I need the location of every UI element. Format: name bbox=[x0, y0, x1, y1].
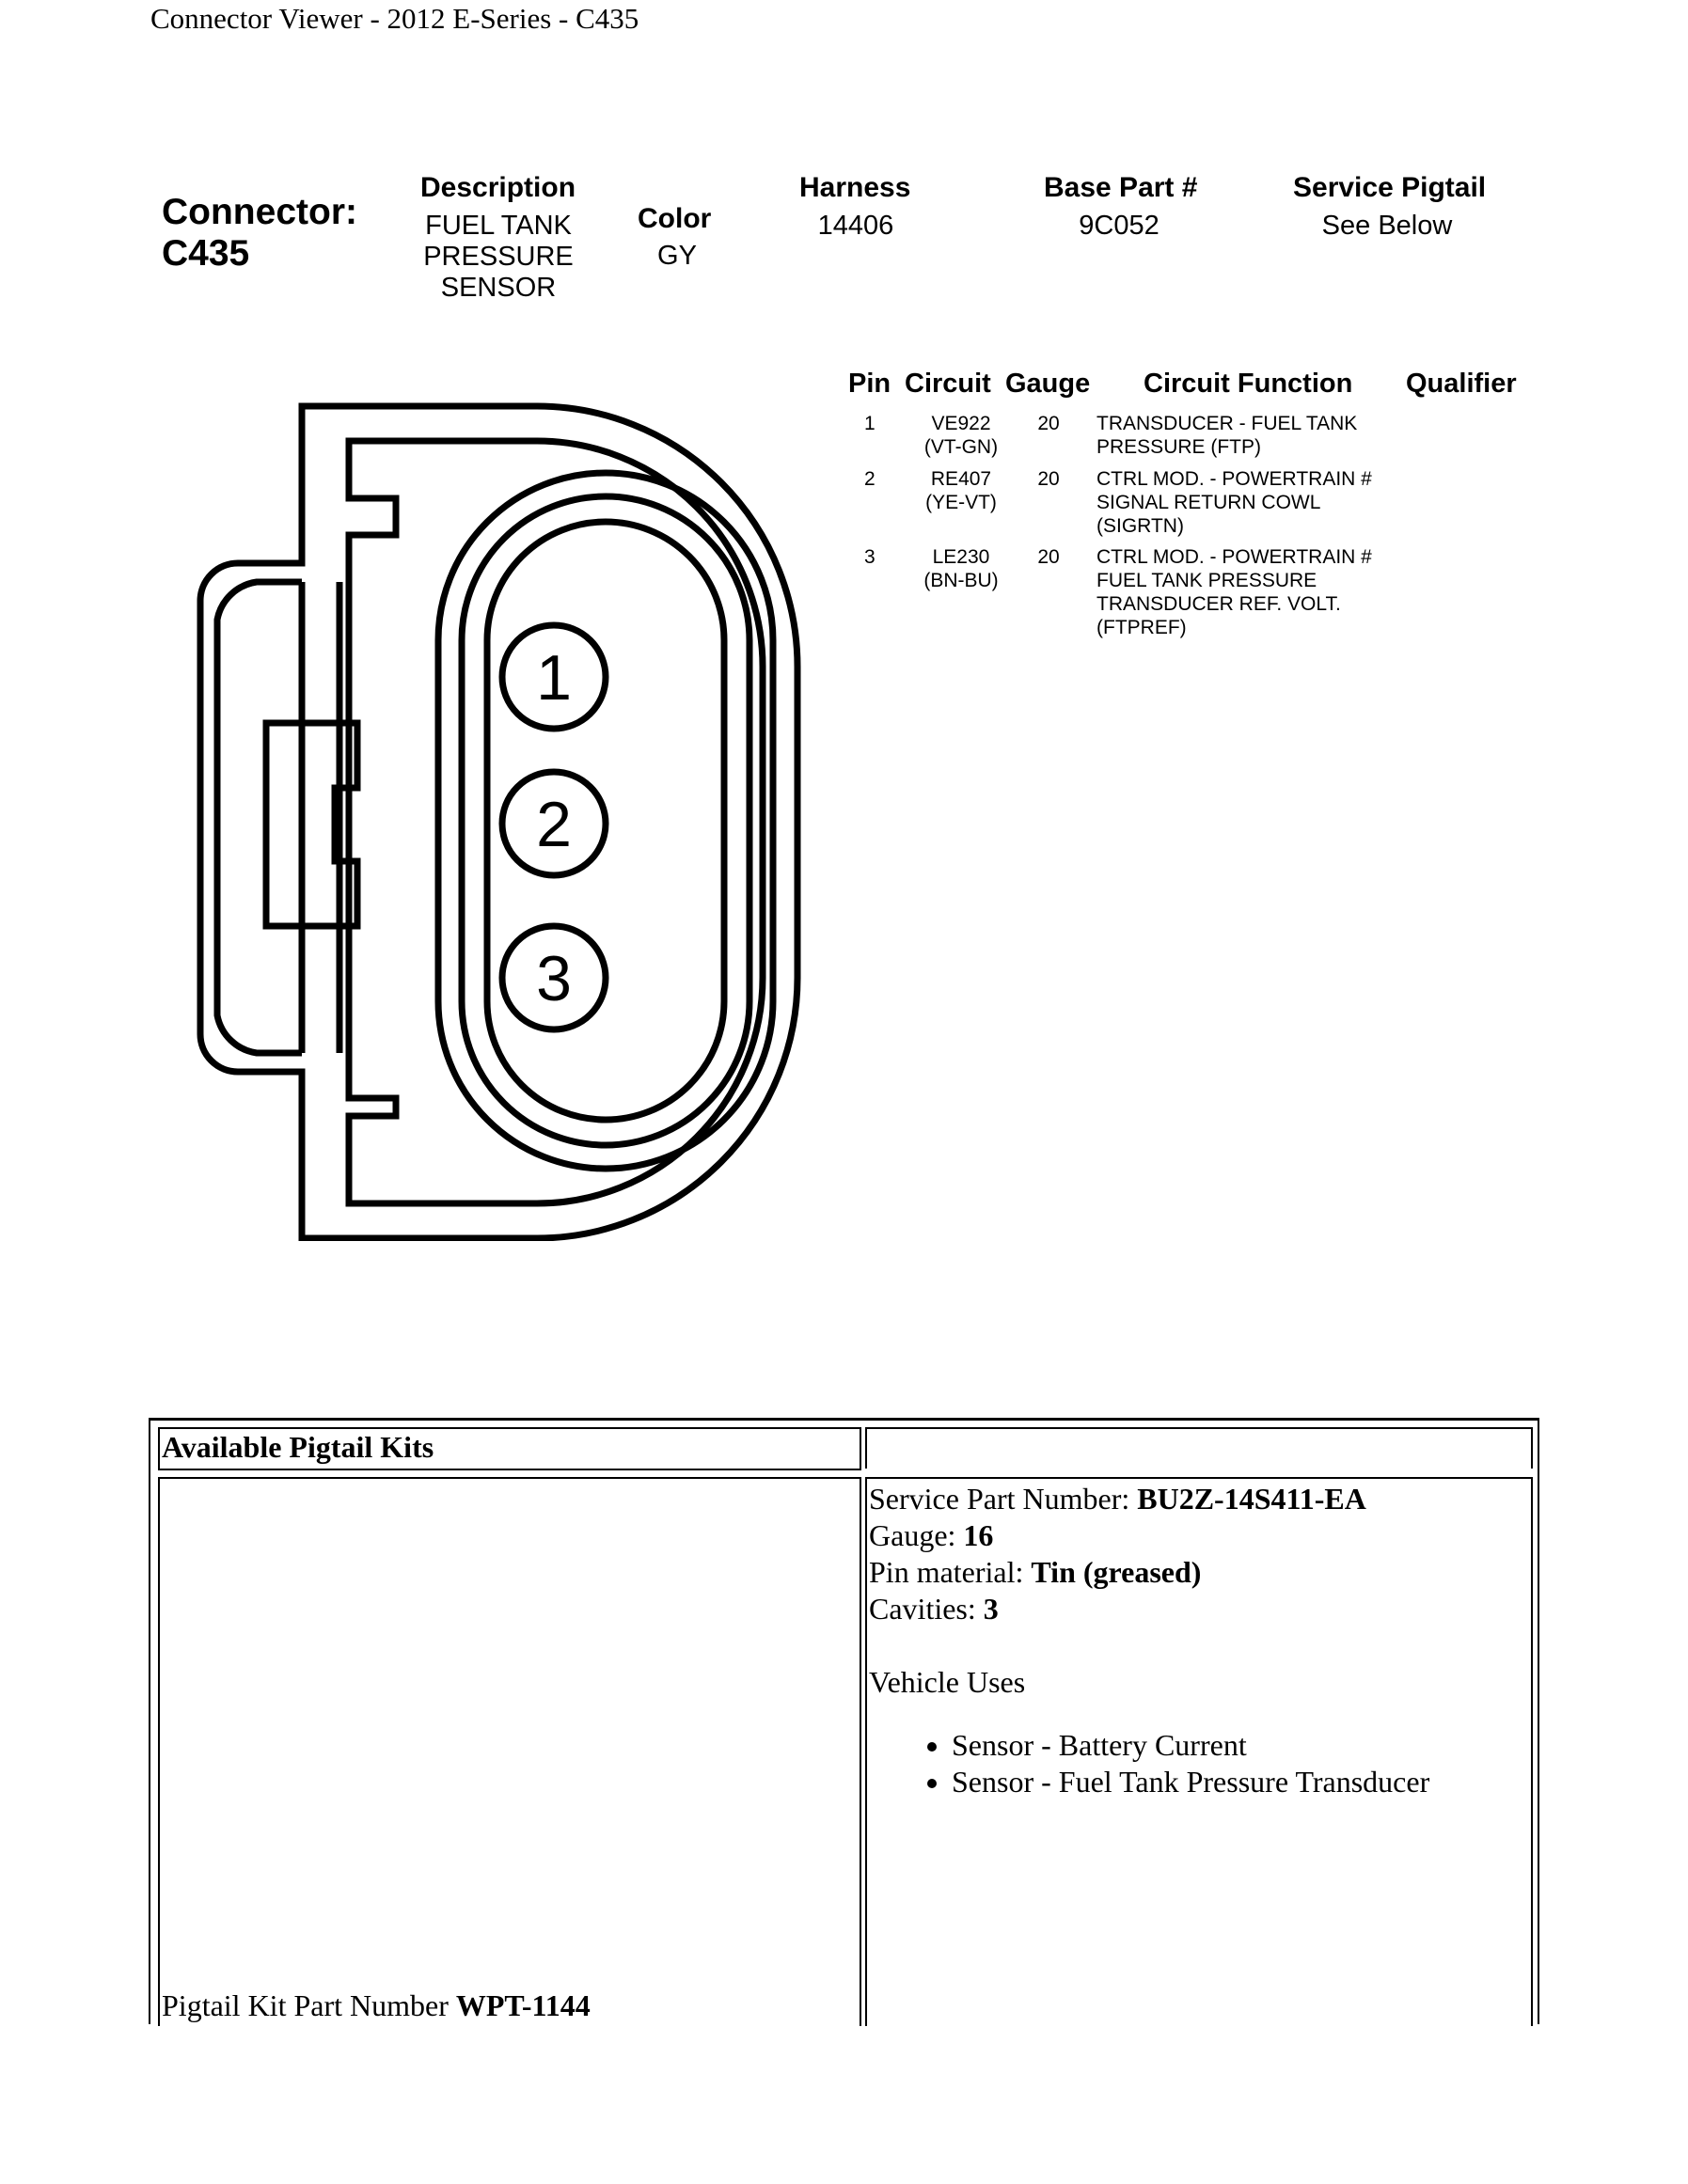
description-header: Description bbox=[420, 172, 576, 203]
cavities-count bbox=[869, 1591, 1527, 1627]
pin-number: 2 bbox=[864, 468, 876, 490]
pin-material-label: Pin material: bbox=[869, 1555, 1024, 1589]
function-column-header: Circuit Function bbox=[1144, 369, 1353, 399]
connector-label bbox=[162, 192, 357, 275]
pigtail-kit-part-value: WPT-1144 bbox=[455, 1988, 591, 2022]
circuit-code: VE922 (VT-GN) bbox=[923, 413, 999, 458]
vehicle-use-item: • Sensor - Battery Current bbox=[952, 1727, 1527, 1764]
harness-value: 14406 bbox=[817, 211, 894, 241]
connector-face-diagram bbox=[188, 395, 809, 1241]
qualifier-column-header: Qualifier bbox=[1406, 369, 1517, 399]
pin-column-header: Pin bbox=[848, 369, 891, 399]
service-part-label: Service Part Number: bbox=[869, 1482, 1130, 1516]
wire-gauge: 20 bbox=[1037, 413, 1060, 434]
base-part-value: 9C052 bbox=[1079, 211, 1160, 241]
pin-number: 3 bbox=[864, 546, 876, 568]
base-part-header: Base Part # bbox=[1044, 172, 1198, 203]
service-pigtail-header: Service Pigtail bbox=[1293, 172, 1487, 203]
latch-outline bbox=[217, 582, 302, 1053]
pin-material-value: Tin (greased) bbox=[1031, 1555, 1202, 1589]
pigtail-kits-header: Available Pigtail Kits bbox=[162, 1430, 434, 1464]
vehicle-use-item: • Sensor - Fuel Tank Pressure Transducer bbox=[952, 1764, 1527, 1800]
color-value: GY bbox=[657, 241, 697, 271]
gauge-column-header: Gauge bbox=[1005, 369, 1091, 399]
service-part-number bbox=[869, 1481, 1527, 1517]
pin-material bbox=[869, 1554, 1527, 1591]
circuit-code: RE407 (YE-VT) bbox=[925, 468, 997, 513]
circuit-function: CTRL MOD. - POWERTRAIN # SIGNAL RETURN COWL (SIGRTN) bbox=[1096, 468, 1372, 537]
vehicle-uses-list bbox=[869, 1727, 1527, 1800]
gauge-label: Gauge: bbox=[869, 1518, 956, 1552]
pigtail-kits-header-cell bbox=[158, 1427, 861, 1470]
circuit-column-header: Circuit bbox=[905, 369, 991, 399]
pigtail-kit-part-number bbox=[162, 1988, 591, 2024]
cavity-3-label: 3 bbox=[536, 943, 572, 1014]
housing-outline bbox=[200, 406, 797, 1238]
vehicle-uses-label: Vehicle Uses bbox=[869, 1665, 1026, 1699]
lock-tab bbox=[266, 723, 357, 926]
circuit-function: TRANSDUCER - FUEL TANK PRESSURE (FTP) bbox=[1096, 413, 1358, 458]
description-value: FUEL TANK PRESSURE SENSOR bbox=[423, 211, 574, 303]
cavity-2-label: 2 bbox=[536, 789, 572, 860]
color-header: Color bbox=[638, 203, 712, 234]
circuit-function: CTRL MOD. - POWERTRAIN # FUEL TANK PRESSURE TRANSDUCER REF. VOLT. (FTPREF) bbox=[1096, 546, 1372, 638]
pin-number: 1 bbox=[864, 413, 876, 434]
pigtail-kit-details bbox=[869, 1481, 1527, 1800]
page-title: Connector Viewer - 2012 E-Series - C435 bbox=[150, 2, 639, 35]
gauge-value: 16 bbox=[963, 1518, 994, 1552]
harness-header: Harness bbox=[799, 172, 911, 203]
service-part-value: BU2Z-14S411-EA bbox=[1137, 1482, 1366, 1516]
pigtail-kit-part-label: Pigtail Kit Part Number bbox=[162, 1988, 449, 2022]
pigtail-kits-header-spacer bbox=[865, 1427, 1533, 1469]
connector-label-line1: Connector: bbox=[162, 192, 357, 232]
wire-gauge: 20 bbox=[1037, 468, 1060, 490]
pigtail-kit-details-cell bbox=[865, 1477, 1533, 2026]
pigtail-kits-table bbox=[149, 1418, 1539, 2024]
connector-id: C435 bbox=[162, 233, 250, 274]
cavities-label: Cavities: bbox=[869, 1592, 976, 1626]
cavity-1-label: 1 bbox=[536, 642, 572, 714]
pigtail-kit-image-cell bbox=[158, 1477, 861, 2026]
circuit-code: LE230 (BN-BU) bbox=[923, 546, 999, 591]
cavities-value: 3 bbox=[983, 1592, 999, 1626]
service-pigtail-value: See Below bbox=[1321, 211, 1453, 241]
wire-gauge: 20 bbox=[1037, 546, 1060, 568]
pigtail-gauge bbox=[869, 1517, 1527, 1554]
